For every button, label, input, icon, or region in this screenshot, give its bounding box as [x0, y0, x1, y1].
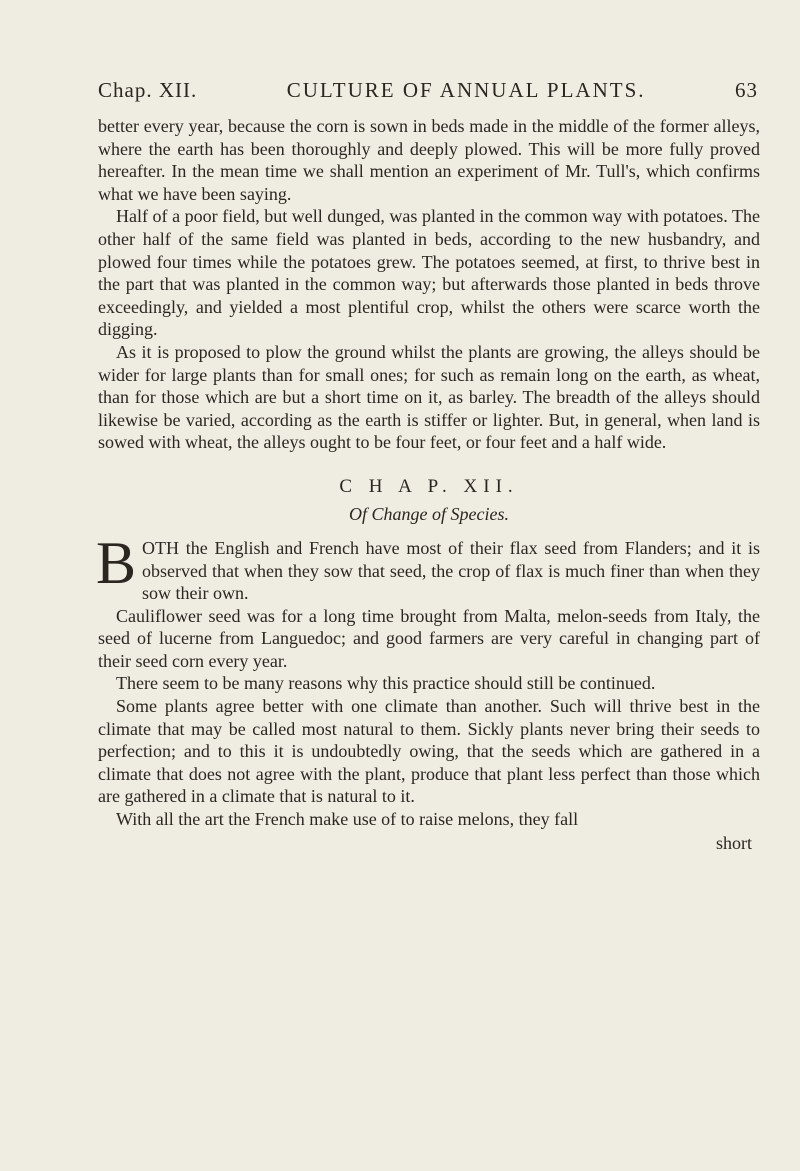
chapter-subtitle: Of Change of Species.: [349, 503, 509, 524]
paragraph-1: better every year, because the corn is sown in beds made in the middle of the former alleys, where the earth has been thoroughly and deeply plowed. This will be more fully proved hereafter. In the mean time we shall mention an experiment of Mr. Tull's, which confirms what we have been saying.: [98, 116, 760, 204]
running-head-title: CULTURE OF ANNUAL PLANTS.: [286, 78, 646, 102]
paragraph-5: Cauliflower seed was for a long time brought from Malta, melon-seeds from Italy, the seed of lucerne from Languedoc; and good farmers are very careful in changing part of their seed corn every year.: [98, 605, 760, 671]
page-number: 63: [735, 78, 758, 102]
paragraph-6: There seem to be many reasons why this practice should still be continued.: [116, 673, 656, 694]
drop-cap: B: [96, 529, 137, 596]
paragraph-7: Some plants agree better with one climate than another. Such will thrive best in the climate that may be called most natural to them. Sickly plants never bring their seeds to perfection; and to this it is undoubtedly owing, that the seeds which are gathered in a climate that does not agree with the plant, produce that plant less perfect than those which are gathered in a climate that is natural to it.: [98, 696, 760, 807]
paragraph-2: Half of a poor field, but well dunged, was planted in the common way with potatoes. The other half of the same field was planted in beds, according to the new husbandry, and plowed four times while the potatoes grew. The potatoes seemed, at first, to thrive best in the part that was planted in the common way; but afterwards those planted in beds throve exceedingly, and yielded a most plentiful crop, whilst the others were scarce worth the digging.: [98, 206, 760, 340]
chapter-heading: C H A P. XII.: [339, 475, 519, 497]
paragraph-4: [96, 529, 760, 605]
running-head-chapter: Chap. XII.: [98, 78, 198, 102]
paragraph-4-text: OTH the English and French have most of their flax seed from Flanders; and it is observed that when they sow that seed, the crop of flax is much finer than when they sow their own.: [142, 537, 760, 604]
running-head: [98, 78, 760, 103]
catchword: short: [716, 832, 752, 853]
paragraph-3: As it is proposed to plow the ground whilst the plants are growing, the alleys should be wider for large plants than for small ones; for such as remain long on the earth, as wheat, than for those which are but a short time on it, as barley. The breadth of the alleys should likewise be varied, according as the earth is stiffer or lighter. But, in general, when land is sowed with wheat, the alleys ought to be four feet, or four feet and a half wide.: [98, 341, 760, 453]
paragraph-8: With all the art the French make use of to raise melons, they fall: [116, 809, 579, 830]
